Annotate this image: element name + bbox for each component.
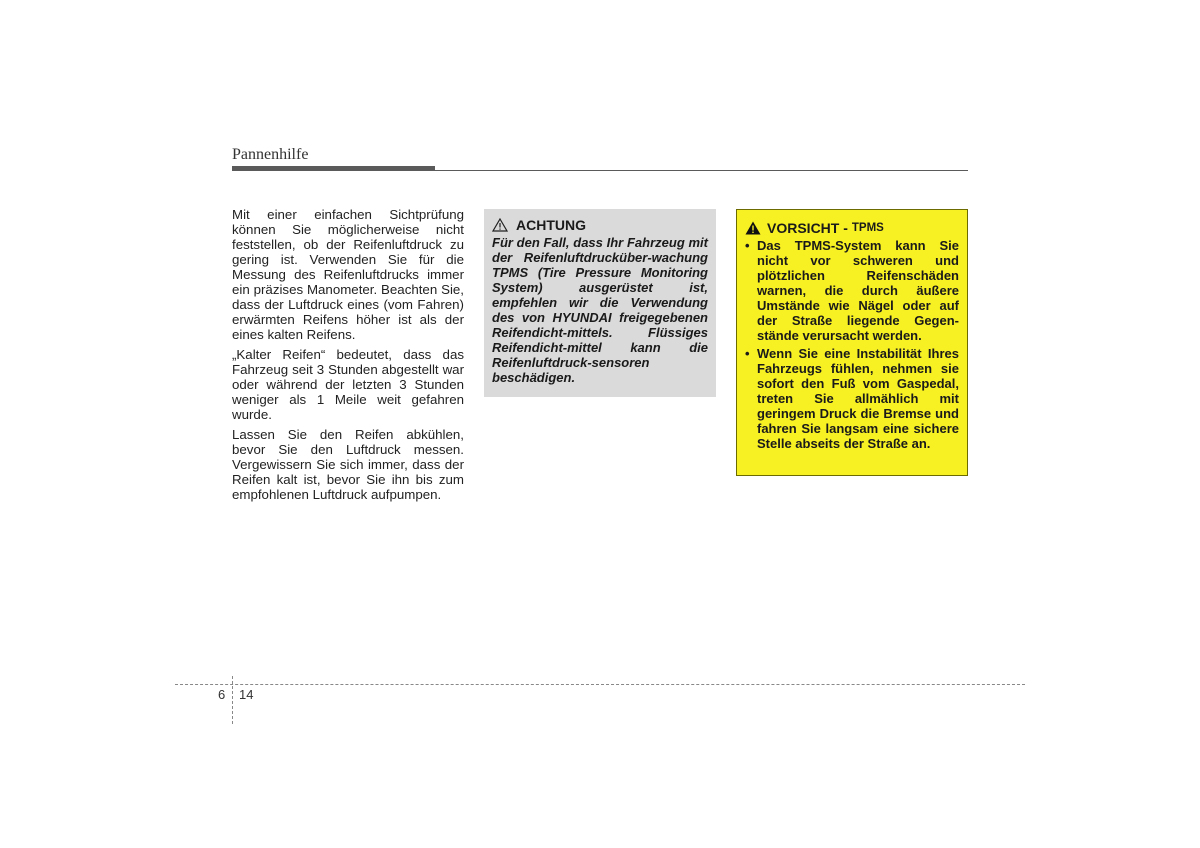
warning-triangle-icon xyxy=(492,218,508,232)
header-rule-thin xyxy=(232,170,968,171)
achtung-text: Für den Fall, dass Ihr Fahrzeug mit der Reifenluftdrucküber-wachung TPMS (Tire Pressure Monitoring System) ausgerüstet ist, empfehlen wir die Verwendung des von HYUNDAI freigegebenen Reifendicht-mittels. Flüssiges Reifendicht-mittel kann die Reifenluftdruck-sensoren beschädigen. xyxy=(492,235,708,385)
footer-vertical-dashed-rule xyxy=(232,676,233,724)
paragraph: Lassen Sie den Reifen abkühlen, bevor Sie den Luftdruck messen. Vergewissern Sie sich immer, dass der Reifen kalt ist, bevor Sie ihn bis zum empfohlenen Luftdruck aufpumpen. xyxy=(232,427,464,502)
paragraph: Mit einer einfachen Sichtprüfung können Sie möglicherweise nicht feststellen, ob der Reifenluftdruck zu gering ist. Verwenden Sie für die Messung des Reifenluftdrucks immer ein präzises Manometer. Beachten Sie, dass der Luftdruck eines (vom Fahren) erwärmten Reifens höher ist als der eines kalten Reifens. xyxy=(232,207,464,342)
body-text-column xyxy=(232,207,464,507)
warning-triangle-icon xyxy=(745,221,761,235)
list-item: • Wenn Sie eine Instabilität Ihres Fahrzeugs fühlen, nehmen sie sofort den Fuß vom Gaspedal, treten Sie allmählich mit geringem Druck die Bremse und fahren Sie langsam eine sichere Stelle abseits der Straße an. xyxy=(745,346,959,451)
page-number: 14 xyxy=(239,687,254,702)
vorsicht-warning-box xyxy=(736,209,968,476)
achtung-title: ACHTUNG xyxy=(516,217,586,233)
achtung-heading xyxy=(492,217,708,233)
vorsicht-heading xyxy=(745,220,959,236)
vorsicht-title: VORSICHT - xyxy=(767,220,848,236)
achtung-notice-box xyxy=(484,209,716,397)
section-title: Pannenhilfe xyxy=(232,146,309,163)
paragraph: „Kalter Reifen“ bedeutet, dass das Fahrzeug seit 3 Stunden abgestellt war oder während der letzten 3 Stunden weniger als 1 Meile weit gefahren wurde. xyxy=(232,347,464,422)
chapter-number: 6 xyxy=(218,687,226,702)
list-item: • Das TPMS-System kann Sie nicht vor schweren und plötzlichen Reifenschäden warnen, die durch äußere Umstände wie Nägel oder auf der Straße liegende Gegen-stände verursacht werden. xyxy=(745,238,959,343)
footer-dashed-rule xyxy=(175,684,1025,685)
vorsicht-subtitle: TPMS xyxy=(851,222,884,234)
vorsicht-list xyxy=(745,238,959,451)
